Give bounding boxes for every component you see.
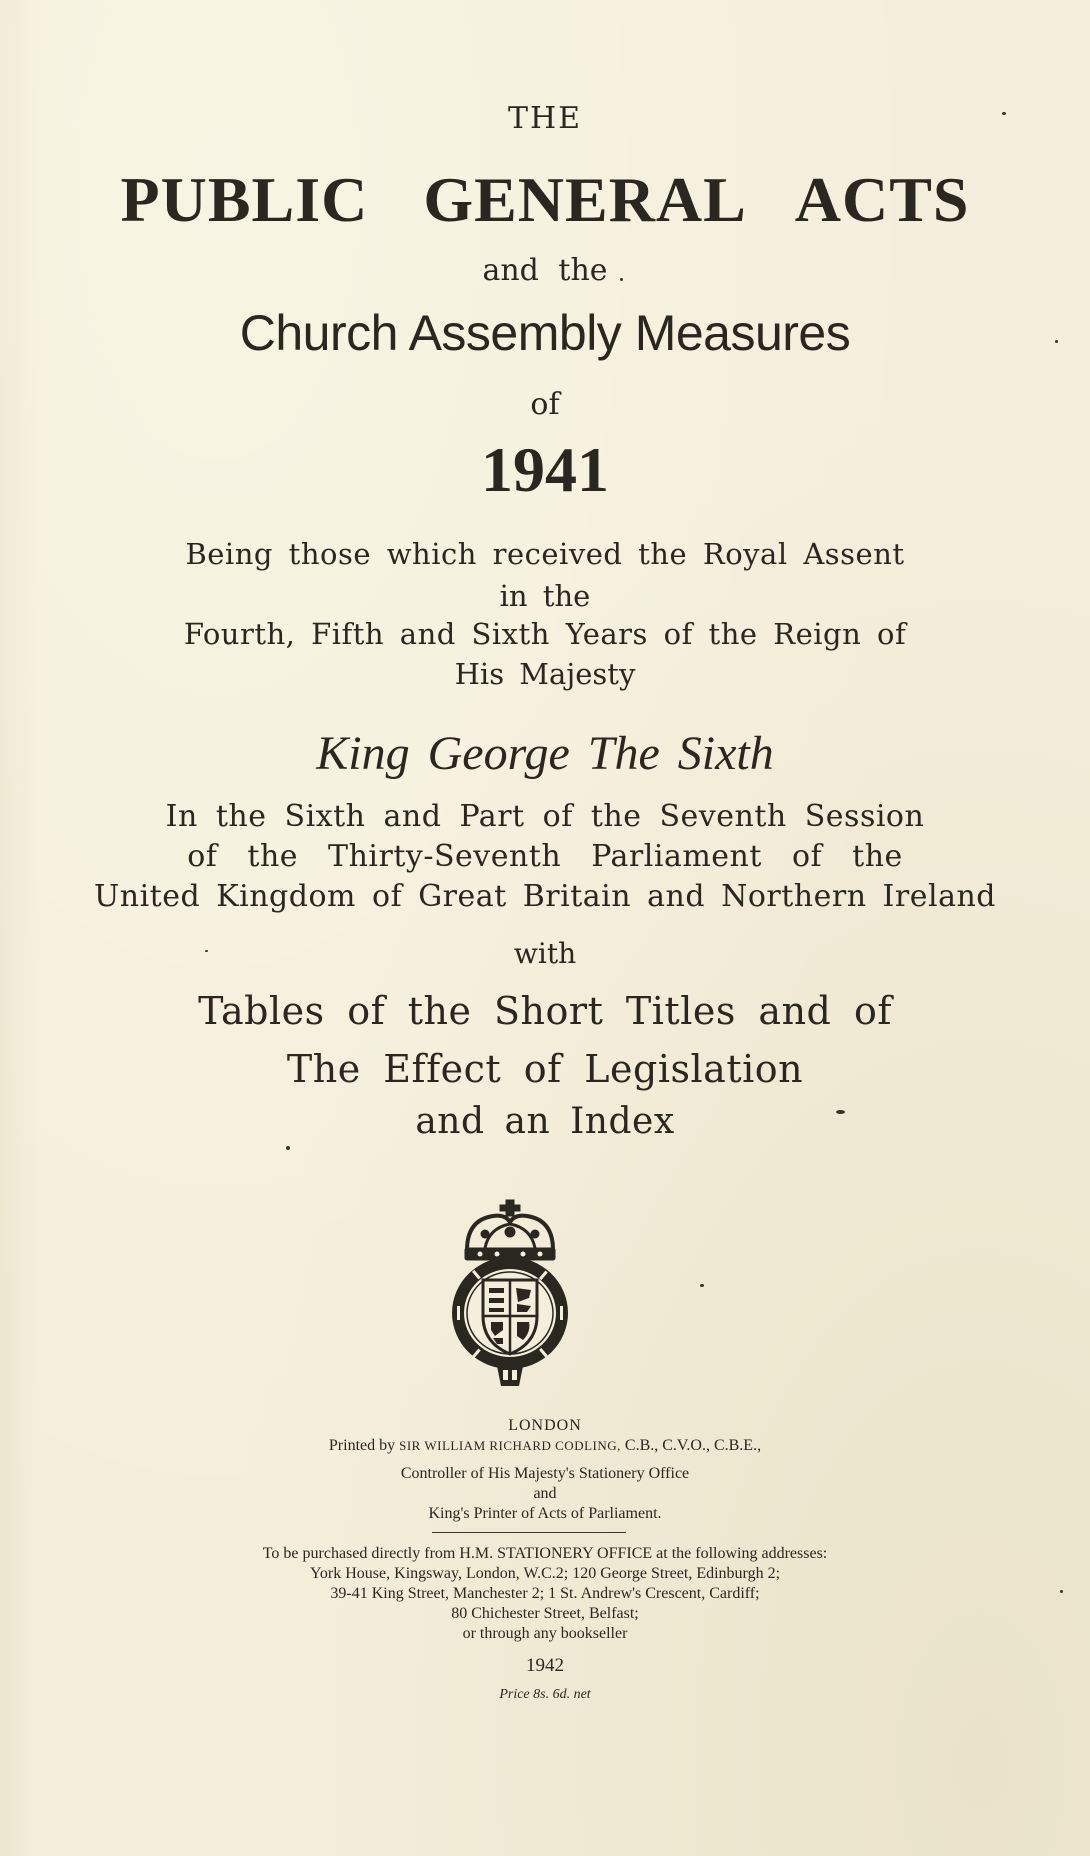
purchase-line-5: or through any bookseller: [462, 1625, 628, 1642]
price-line: Price 8s. 6d. net: [499, 1687, 591, 1702]
assent-line-3: Fourth, Fifth and Sixth Years of the Reign of: [183, 617, 907, 651]
purchase-line-2: York House, Kingsway, London, W.C.2; 120 George Street, Edinburgh 2;: [309, 1565, 781, 1582]
printer-line: [0, 1438, 1090, 1454]
paper-speck: [620, 278, 623, 281]
assent-line-1: Being those which received the Royal Assent: [185, 537, 905, 571]
with-text: with: [513, 937, 577, 970]
printed-by-prefix: Printed by: [328, 1437, 396, 1454]
paper-speck: [836, 1110, 845, 1114]
king-name: King George The Sixth: [316, 727, 774, 780]
purchase-line-3: 39-41 King Street, Manchester 2; 1 St. Andrew's Crescent, Cardiff;: [330, 1585, 760, 1602]
imprint-city: LONDON: [508, 1417, 582, 1434]
imprint-and: and: [533, 1485, 557, 1502]
purchase-line-1: To be purchased directly from H.M. STATIONERY OFFICE at the following addresses:: [262, 1545, 828, 1562]
publication-year: 1942: [526, 1655, 564, 1676]
tables-line-2: The Effect of Legislation: [286, 1047, 804, 1091]
kings-printer-line: King's Printer of Acts of Parliament.: [428, 1505, 662, 1522]
paper-speck: [1060, 1590, 1063, 1593]
session-line-1: In the Sixth and Part of the Seventh Session: [165, 799, 925, 834]
year-heading: 1941: [481, 434, 609, 505]
pre-title: THE: [507, 101, 583, 136]
session-line-3: United Kingdom of Great Britain and Northern Ireland: [93, 879, 997, 914]
paper-speck: [286, 1146, 290, 1150]
paper-speck: [1055, 340, 1058, 343]
assent-line-4: His Majesty: [454, 657, 636, 691]
assent-line-2: in the: [499, 579, 591, 613]
paper-speck: [205, 950, 208, 952]
printer-honours: C.B., C.V.O., C.B.E.,: [624, 1437, 762, 1454]
tables-line-3: and an Index: [415, 1101, 675, 1142]
subtitle: Church Assembly Measures: [239, 305, 851, 361]
purchase-line-4: 80 Chichester Street, Belfast;: [451, 1605, 639, 1622]
imprint-divider: [432, 1532, 626, 1533]
tables-line-1: Tables of the Short Titles and of: [198, 989, 892, 1033]
session-line-2: of the Thirty-Seventh Parliament of the: [187, 839, 903, 874]
printer-name: SIR WILLIAM RICHARD CODLING,: [399, 1438, 621, 1453]
paper-speck: [1002, 112, 1006, 115]
of-text: of: [530, 387, 560, 422]
main-title: PUBLIC GENERAL ACTS: [120, 164, 970, 235]
royal-coat-of-arms-icon: [445, 1198, 575, 1398]
and-the-text: and the: [482, 253, 608, 288]
paper-speck: [700, 1284, 704, 1287]
controller-line: Controller of His Majesty's Stationery Office: [400, 1465, 690, 1482]
